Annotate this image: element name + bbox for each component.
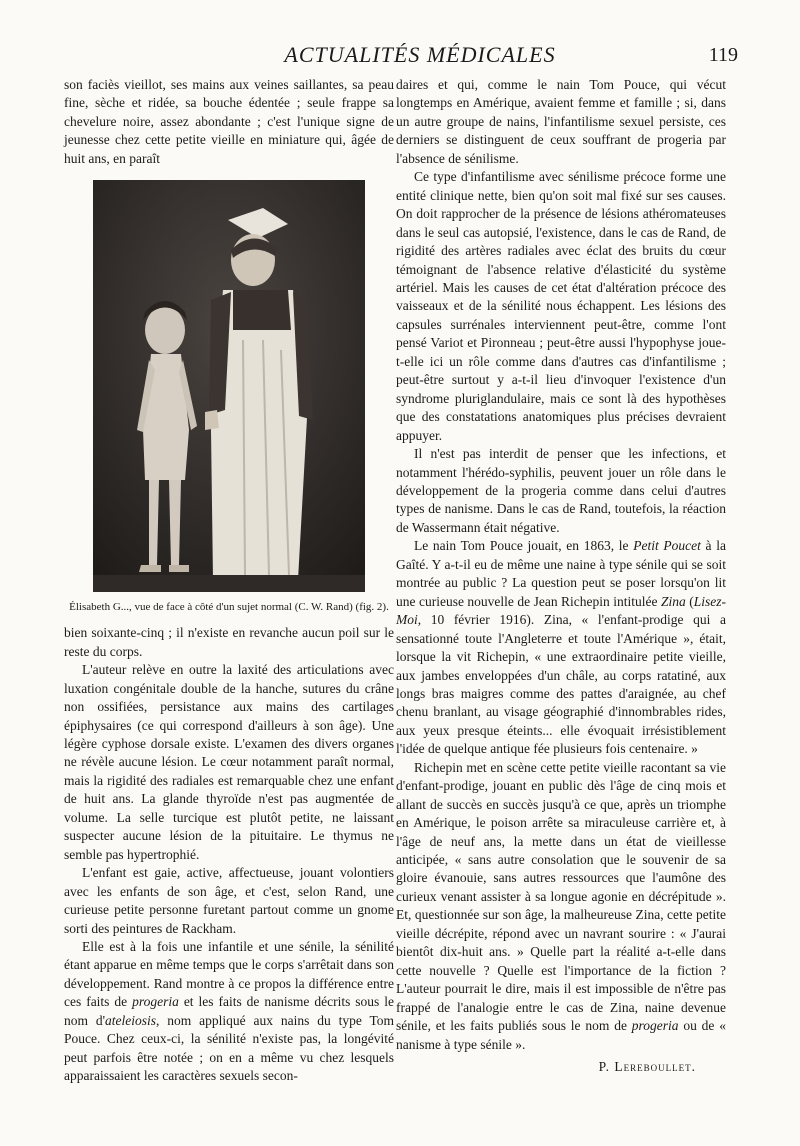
paragraph <box>396 537 726 758</box>
paragraph: daires et qui, comme le nain Tom Pouce, qui vécut longtemps en Amérique, avaient femme et famille ; si, dans un autre groupe de nains, l'infantilisme sexuel persiste, ces derniers se distinguent de ceux souffrant de progeria par l'absence de sénilisme. <box>396 77 726 166</box>
paragraph: bien soixante-cinq ; il n'existe en revanche aucun poil sur le reste du corps. <box>64 625 394 659</box>
running-head <box>0 42 800 72</box>
text-run: Richepin met en scène cette petite vieille racontant sa vie d'enfant-prodige, jouant en public dès l'âge de cinq mois et allant de succès en succès jusqu'à ce que, après un triomphe en Amérique, le poison arrête sa miraculeuse carrière et, à l'âge de neuf ans, la mette dans un état de vieillesse anticipée, « sans autre consolation que le souvenir de sa gloire évanouie, sans autres ressources que l'aumône des curieux venant assister à sa longue agonie en décrépitude ». Et, questionnée sur son âge, la malheureuse Zina, cette petite vieille décrépite, répond avec un navrant sourire : « J'aurai bientôt dix-huit ans. » Quelle part la réalité a-t-elle dans cette nouvelle ? Quelle est l'importance de la fiction ? L'auteur pourrait le dire, mais il est impossible de n'être pas frappé de l'analogie entre le cas de Zina, naine devenue sénile, et les faits publiés sous le nom de <box>396 759 726 1034</box>
italic-title: Zina <box>660 593 686 609</box>
italic-title: Lisez-Moi <box>396 593 726 628</box>
text-run: , nom appliqué aux nains du type Tom Pouce. Chez ceux-ci, la sénilité n'existe pas, la longévité peut parfois être notée ; on en a même vu chez lesquels apparaissaient les caractères sexuels secon- <box>64 1012 394 1084</box>
text-run: Le nain Tom Pouce jouait, en 1863, le <box>414 538 634 554</box>
paragraph <box>64 938 394 1086</box>
text-run: ( <box>685 593 694 609</box>
paragraph: L'auteur relève en outre la laxité des articulations avec luxation congénitale double de la hanche, sutures du crâne non ossifiées, persistance aux mains des cartilages épiphysaires (ce qui correspond d'ailleurs à son âge). Une légère cyphose dorsale existe. L'examen des divers organes ne révèle aucune lésion. Le cœur notamment paraît normal, mais la rigidité des radiales est remarquable chez une enfant de huit ans. La glande thyroïde n'est pas augmentée de volume. La selle turcique est plutôt petite, ne laissant suspecter aucune lésion de la pituitaire. Le thymus ne semble pas hypertrophié. <box>64 662 394 862</box>
paragraph: L'enfant est gaie, active, affectueuse, jouant volontiers avec les enfants de son âge, et c'est, selon Rand, une curieuse petite personne furetant partout comme un gnome sorti des peintures de Rackham. <box>64 865 394 936</box>
italic-term: ateleiosis <box>105 1012 157 1028</box>
photograph <box>93 180 365 592</box>
figure-caption: Élisabeth G..., vue de face à côté d'un sujet normal (C. W. Rand) (fig. 2). <box>69 601 389 614</box>
right-column <box>396 76 726 1076</box>
author-signature: P. Lereboullet. <box>598 1059 696 1075</box>
photograph-image <box>93 180 365 592</box>
text-run: , 10 février 1916). Zina, « l'enfant-prodige qui a sensationné toute l'Angleterre et toute l'Amérique », était, lorsque la vit Richepin, « une extraordinaire petite vieille, aux jambes enveloppées d'un châle, au corps ratatiné, aux longs bras maigres comme des pattes d'araignée, au chef chenu branlant, au visage géographié d'innombrables rides, aux yeux presque éteints... elle évoquait irrésistiblement l'idée de quelque antique fée plusieurs fois centenaire. » <box>396 612 726 757</box>
italic-term: progeria <box>132 994 179 1010</box>
text-run: à la Gaîté. Y a-t-il eu de même une naine à type sénile qui se soit montrée au public ? La question peut se poser lorsqu'on lit une curieuse nouvelle de Jean Richepin intitulée <box>396 538 726 609</box>
text-run: Elle est à la fois une infantile et une sénile, la sénilité étant apparue en même temps que le corps s'arrêtait dans son développement. Rand montre à ce propos la différence entre ces faits de <box>64 938 394 1010</box>
text-run: et les faits de nanisme décrits sous le nom d' <box>64 994 394 1028</box>
left-column <box>64 76 394 1086</box>
running-title: ACTUALITÉS MÉDICALES <box>284 42 556 67</box>
text-run: ou de « nanisme à type sénile ». <box>396 1018 726 1052</box>
italic-title: Petit Poucet <box>633 538 701 554</box>
paragraph: Il n'est pas interdit de penser que les infections, et notamment l'hérédo-syphilis, peuvent jouer un rôle dans le développement de la progeria comme dans celui d'autres types de nanisme. Dans le cas de Rand, toutefois, la réaction de Wassermann était négative. <box>396 446 726 535</box>
paragraph: son faciès vieillot, ses mains aux veines saillantes, sa peau fine, sèche et ridée, sa bouche édentée ; seule frappe sa chevelure noire, assez abondante ; c'est l'unique signe de jeunesse chez cette petite vieille en miniature qui, âgée de huit ans, en paraît <box>64 77 394 166</box>
italic-term: progeria <box>631 1018 679 1034</box>
page-number: 119 <box>708 44 738 66</box>
paragraph <box>396 759 726 1054</box>
paragraph: Ce type d'infantilisme avec sénilisme précoce forme une entité clinique nette, bien qu'on soit mal fixé sur ses causes. On doit rapprocher de la présence de lésions athéromateuses dans le seul cas autopsié, l'existence, dans le cas de Rand, de rigidité des artères radiales avec éclat des bruits du cœur témoignant de l'absence relative d'élasticité du système artériel. Mais les causes de cet état d'altération précoce des vaisseaux et de la sénilité nous échappent. Les lésions des capsules surrénales interviennent peut-être, comme l'ont pensé Variot et Pironneau ; peut-être aussi l'hypophyse joue-t-elle ici un rôle comme dans d'autres cas d'infantilisme ; peut-être surtout y a-t-il lieu d'invoquer l'existence d'un syndrome pluriglandulaire, mais ce sont là des hypothèses que des constatations anatomiques plus précises devraient appuyer. <box>396 169 726 443</box>
